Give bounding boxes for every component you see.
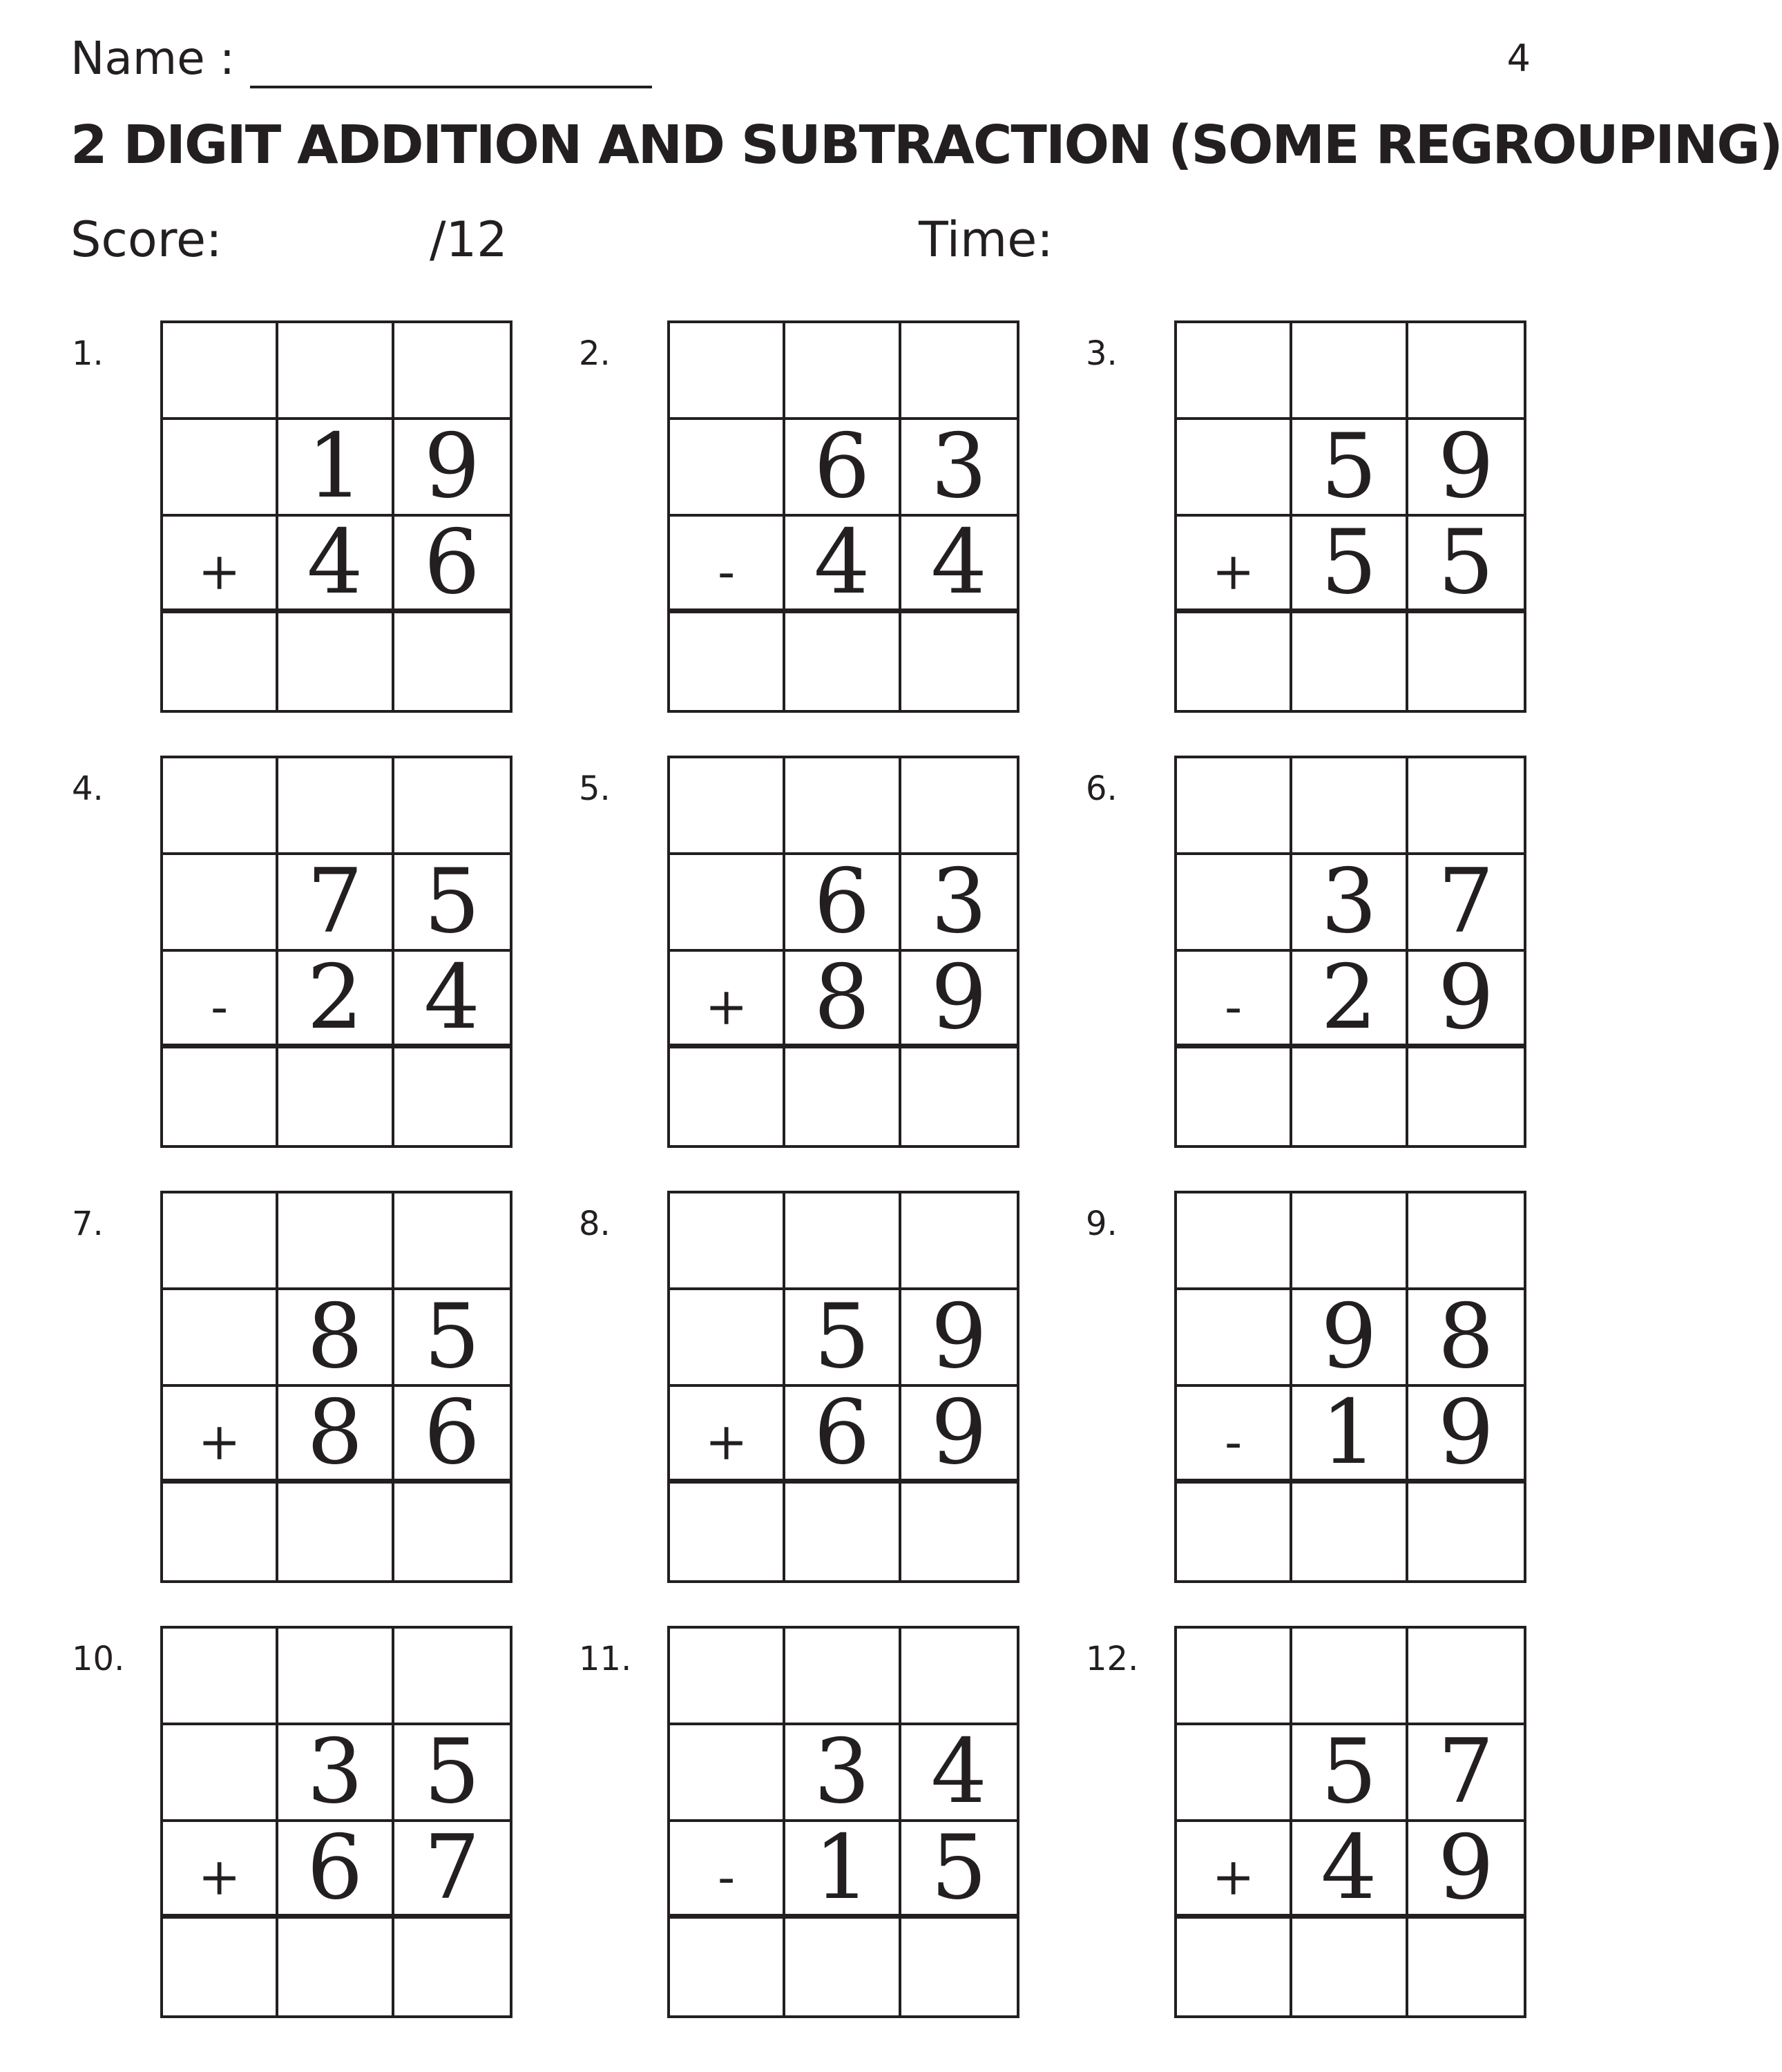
problem-number: 10. <box>72 1640 125 1678</box>
bottom-digit-tens: 4 <box>1292 1822 1408 1919</box>
answer-cell-tens[interactable] <box>1292 1484 1408 1580</box>
carry-cell-ones[interactable] <box>1408 1193 1524 1290</box>
carry-cell-hundreds[interactable] <box>163 1193 278 1290</box>
problem-number: 12. <box>1086 1640 1139 1678</box>
answer-cell-ones[interactable] <box>901 1919 1017 2015</box>
carry-cell-ones[interactable] <box>1408 758 1524 855</box>
bottom-digit-ones: 9 <box>1408 952 1524 1048</box>
bottom-digit-ones: 6 <box>394 1387 510 1484</box>
carry-cell-ones[interactable] <box>901 758 1017 855</box>
carry-cell-ones[interactable] <box>394 758 510 855</box>
bottom-digit-tens: 4 <box>278 517 394 613</box>
carry-cell-hundreds[interactable] <box>163 1629 278 1725</box>
carry-cell-tens[interactable] <box>1292 323 1408 420</box>
top-digit-ones: 8 <box>1408 1290 1524 1387</box>
bottom-digit-ones: 5 <box>1408 517 1524 613</box>
bottom-digit-tens: 4 <box>785 517 901 613</box>
problem-4 <box>72 769 535 1173</box>
top-digit-ones: 5 <box>394 1725 510 1822</box>
problem-10 <box>72 1642 535 2043</box>
bottom-digit-ones: 5 <box>901 1822 1017 1919</box>
time-label: Time: <box>919 211 1053 268</box>
top-digit-tens: 7 <box>278 855 394 952</box>
empty-cell <box>670 1725 785 1822</box>
problem-grid <box>667 1626 1019 2018</box>
name-label: Name : <box>70 32 235 85</box>
problem-number: 2. <box>579 334 611 373</box>
empty-cell <box>670 1290 785 1387</box>
top-digit-ones: 9 <box>394 420 510 517</box>
top-digit-tens: 8 <box>278 1290 394 1387</box>
bottom-digit-tens: 8 <box>278 1387 394 1484</box>
top-digit-ones: 3 <box>901 420 1017 517</box>
worksheet-title: 2 DIGIT ADDITION AND SUBTRACTION (SOME REGROUPING) <box>70 115 1782 176</box>
answer-cell-hundreds[interactable] <box>670 613 785 710</box>
top-digit-ones: 7 <box>1408 1725 1524 1822</box>
problem-1 <box>72 334 535 738</box>
problem-grid <box>1174 320 1526 713</box>
bottom-digit-ones: 4 <box>901 517 1017 613</box>
problem-number: 7. <box>72 1205 104 1243</box>
bottom-digit-tens: 1 <box>1292 1387 1408 1484</box>
operator-sign: - <box>670 1822 785 1919</box>
carry-cell-hundreds[interactable] <box>670 323 785 420</box>
answer-cell-hundreds[interactable] <box>670 1919 785 2015</box>
answer-cell-tens[interactable] <box>1292 1919 1408 2015</box>
problem-6 <box>1086 769 1549 1173</box>
carry-cell-hundreds[interactable] <box>670 1629 785 1725</box>
top-digit-ones: 9 <box>901 1290 1017 1387</box>
answer-cell-tens[interactable] <box>278 613 394 710</box>
problem-number: 8. <box>579 1205 611 1243</box>
problem-9 <box>1086 1207 1549 1608</box>
score-total: /12 <box>430 211 508 268</box>
page-number: 4 <box>1506 37 1531 80</box>
problem-7 <box>72 1207 535 1608</box>
empty-cell <box>163 855 278 952</box>
answer-cell-hundreds[interactable] <box>1177 613 1292 710</box>
empty-cell <box>163 1725 278 1822</box>
answer-cell-tens[interactable] <box>785 613 901 710</box>
bottom-digit-tens: 6 <box>785 1387 901 1484</box>
answer-cell-tens[interactable] <box>1292 613 1408 710</box>
operator-sign: - <box>163 952 278 1048</box>
answer-cell-ones[interactable] <box>394 1919 510 2015</box>
bottom-digit-ones: 6 <box>394 517 510 613</box>
problem-grid <box>160 756 512 1148</box>
top-digit-tens: 3 <box>278 1725 394 1822</box>
problem-12 <box>1086 1642 1549 2043</box>
carry-cell-hundreds[interactable] <box>1177 1629 1292 1725</box>
problem-grid <box>1174 1626 1526 2018</box>
carry-cell-hundreds[interactable] <box>163 758 278 855</box>
top-digit-tens: 3 <box>785 1725 901 1822</box>
empty-cell <box>670 420 785 517</box>
bottom-digit-tens: 1 <box>785 1822 901 1919</box>
bottom-digit-tens: 2 <box>1292 952 1408 1048</box>
operator-sign: - <box>1177 1387 1292 1484</box>
operator-sign: - <box>670 517 785 613</box>
top-digit-ones: 7 <box>1408 855 1524 952</box>
carry-cell-tens[interactable] <box>1292 758 1408 855</box>
answer-cell-ones[interactable] <box>1408 613 1524 710</box>
bottom-digit-ones: 9 <box>901 1387 1017 1484</box>
bottom-digit-tens: 2 <box>278 952 394 1048</box>
answer-cell-ones[interactable] <box>1408 1919 1524 2015</box>
problem-11 <box>579 1642 1042 2043</box>
problem-grid <box>667 320 1019 713</box>
empty-cell <box>163 1290 278 1387</box>
top-digit-tens: 5 <box>785 1290 901 1387</box>
answer-cell-ones[interactable] <box>1408 1484 1524 1580</box>
answer-cell-ones[interactable] <box>394 1484 510 1580</box>
bottom-digit-ones: 4 <box>394 952 510 1048</box>
top-digit-ones: 5 <box>394 855 510 952</box>
answer-cell-hundreds[interactable] <box>670 1484 785 1580</box>
bottom-digit-tens: 5 <box>1292 517 1408 613</box>
answer-cell-ones[interactable] <box>394 613 510 710</box>
carry-cell-ones[interactable] <box>394 1629 510 1725</box>
carry-cell-tens[interactable] <box>278 1193 394 1290</box>
problem-number: 5. <box>579 769 611 808</box>
top-digit-tens: 6 <box>785 420 901 517</box>
answer-cell-ones[interactable] <box>901 613 1017 710</box>
problem-grid <box>1174 756 1526 1148</box>
empty-cell <box>1177 420 1292 517</box>
answer-cell-hundreds[interactable] <box>163 1919 278 2015</box>
operator-sign: + <box>163 517 278 613</box>
operator-sign: + <box>1177 1822 1292 1919</box>
answer-cell-tens[interactable] <box>785 1484 901 1580</box>
operator-sign: - <box>1177 952 1292 1048</box>
carry-cell-ones[interactable] <box>1408 1629 1524 1725</box>
top-digit-tens: 5 <box>1292 420 1408 517</box>
problem-number: 6. <box>1086 769 1118 808</box>
answer-cell-hundreds[interactable] <box>163 1484 278 1580</box>
empty-cell <box>1177 1725 1292 1822</box>
answer-cell-hundreds[interactable] <box>1177 1919 1292 2015</box>
bottom-digit-ones: 9 <box>1408 1387 1524 1484</box>
bottom-digit-tens: 8 <box>785 952 901 1048</box>
carry-cell-ones[interactable] <box>901 1629 1017 1725</box>
carry-cell-tens[interactable] <box>1292 1193 1408 1290</box>
top-digit-tens: 3 <box>1292 855 1408 952</box>
carry-cell-ones[interactable] <box>901 323 1017 420</box>
answer-cell-hundreds[interactable] <box>1177 1484 1292 1580</box>
empty-cell <box>1177 1290 1292 1387</box>
answer-cell-tens[interactable] <box>1292 1048 1408 1145</box>
answer-cell-tens[interactable] <box>278 1048 394 1145</box>
carry-cell-tens[interactable] <box>278 323 394 420</box>
top-digit-tens: 6 <box>785 855 901 952</box>
operator-sign: + <box>1177 517 1292 613</box>
problem-number: 9. <box>1086 1205 1118 1243</box>
problem-8 <box>579 1207 1042 1608</box>
carry-cell-ones[interactable] <box>901 1193 1017 1290</box>
carry-cell-hundreds[interactable] <box>1177 323 1292 420</box>
carry-cell-ones[interactable] <box>1408 323 1524 420</box>
carry-cell-hundreds[interactable] <box>163 323 278 420</box>
operator-sign: + <box>163 1387 278 1484</box>
answer-cell-tens[interactable] <box>785 1048 901 1145</box>
answer-cell-ones[interactable] <box>1408 1048 1524 1145</box>
problem-5 <box>579 769 1042 1173</box>
answer-cell-hundreds[interactable] <box>163 613 278 710</box>
top-digit-tens: 1 <box>278 420 394 517</box>
carry-cell-hundreds[interactable] <box>670 1193 785 1290</box>
top-digit-ones: 9 <box>1408 420 1524 517</box>
answer-cell-hundreds[interactable] <box>670 1048 785 1145</box>
answer-cell-tens[interactable] <box>785 1919 901 2015</box>
carry-cell-hundreds[interactable] <box>1177 1193 1292 1290</box>
bottom-digit-ones: 9 <box>901 952 1017 1048</box>
carry-cell-tens[interactable] <box>1292 1629 1408 1725</box>
problem-number: 1. <box>72 334 104 373</box>
problem-grid <box>667 1191 1019 1583</box>
answer-cell-ones[interactable] <box>901 1484 1017 1580</box>
top-digit-ones: 3 <box>901 855 1017 952</box>
answer-cell-tens[interactable] <box>278 1484 394 1580</box>
carry-cell-tens[interactable] <box>785 323 901 420</box>
empty-cell <box>163 420 278 517</box>
problem-number: 11. <box>579 1640 632 1678</box>
operator-sign: + <box>670 952 785 1048</box>
carry-cell-ones[interactable] <box>394 323 510 420</box>
bottom-digit-ones: 7 <box>394 1822 510 1919</box>
empty-cell <box>670 855 785 952</box>
carry-cell-tens[interactable] <box>785 1193 901 1290</box>
answer-cell-hundreds[interactable] <box>1177 1048 1292 1145</box>
answer-cell-ones[interactable] <box>394 1048 510 1145</box>
carry-cell-ones[interactable] <box>394 1193 510 1290</box>
top-digit-tens: 9 <box>1292 1290 1408 1387</box>
empty-cell <box>1177 855 1292 952</box>
top-digit-tens: 5 <box>1292 1725 1408 1822</box>
problem-grid <box>667 756 1019 1148</box>
operator-sign: + <box>163 1822 278 1919</box>
problem-3 <box>1086 334 1549 738</box>
bottom-digit-ones: 9 <box>1408 1822 1524 1919</box>
answer-cell-ones[interactable] <box>901 1048 1017 1145</box>
problem-grid <box>160 1626 512 2018</box>
carry-cell-tens[interactable] <box>785 1629 901 1725</box>
carry-cell-hundreds[interactable] <box>1177 758 1292 855</box>
name-input-line[interactable] <box>250 86 652 88</box>
bottom-digit-tens: 6 <box>278 1822 394 1919</box>
carry-cell-tens[interactable] <box>785 758 901 855</box>
answer-cell-hundreds[interactable] <box>163 1048 278 1145</box>
problem-number: 3. <box>1086 334 1118 373</box>
problem-grid <box>1174 1191 1526 1583</box>
problem-grid <box>160 320 512 713</box>
carry-cell-tens[interactable] <box>278 758 394 855</box>
carry-cell-hundreds[interactable] <box>670 758 785 855</box>
score-label: Score: <box>70 211 222 268</box>
problem-2 <box>579 334 1042 738</box>
operator-sign: + <box>670 1387 785 1484</box>
top-digit-ones: 5 <box>394 1290 510 1387</box>
carry-cell-tens[interactable] <box>278 1629 394 1725</box>
problem-grid <box>160 1191 512 1583</box>
answer-cell-tens[interactable] <box>278 1919 394 2015</box>
problem-number: 4. <box>72 769 104 808</box>
top-digit-ones: 4 <box>901 1725 1017 1822</box>
